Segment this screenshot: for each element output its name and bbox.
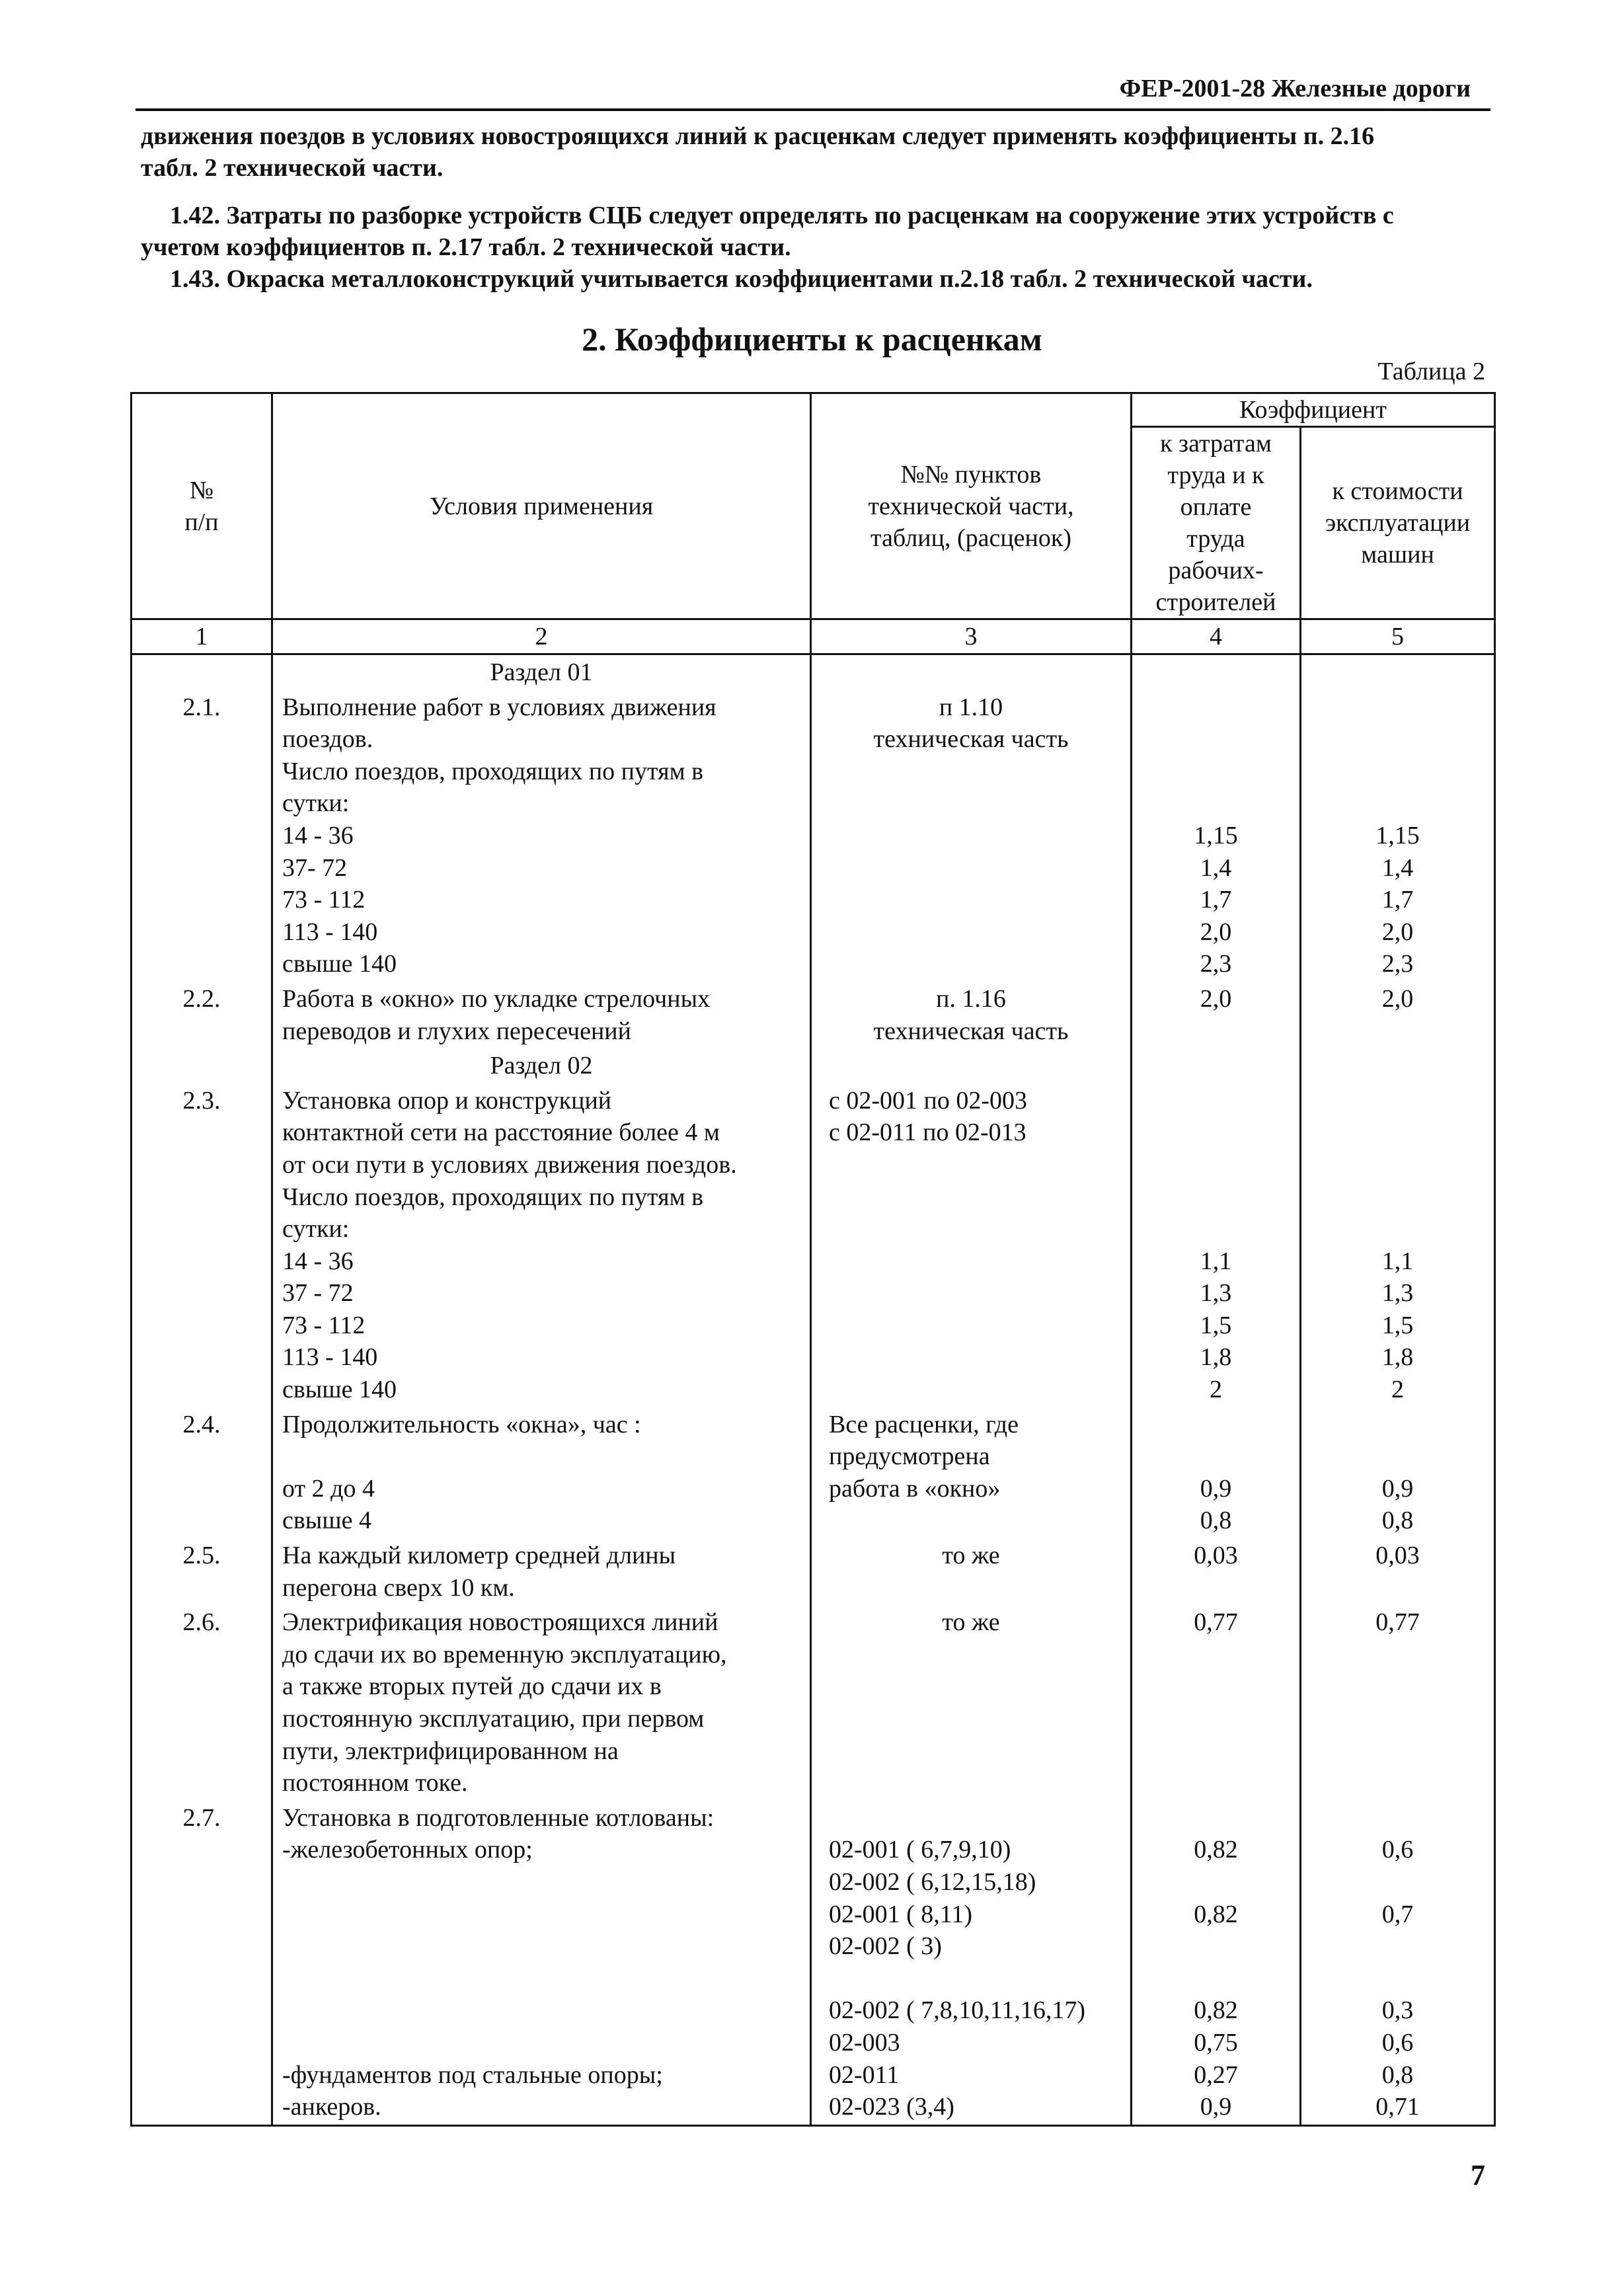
labor-coef: 0,27 — [1194, 2060, 1238, 2089]
condition-line: -железобетонных опор; — [282, 1836, 533, 1864]
machine-coef: 1,3 — [1381, 1279, 1414, 1308]
item-line — [821, 1735, 1121, 1768]
conditions-cell — [272, 690, 811, 982]
machine-coef: 0,9 — [1381, 1474, 1414, 1503]
item-line: то же — [942, 1542, 1000, 1570]
machine-coef: 2,0 — [1381, 984, 1414, 1013]
item-line — [821, 884, 1121, 916]
row-number-text: 2.5. — [182, 1542, 221, 1570]
labor-coef: 2 — [1210, 1376, 1222, 1404]
machine-coef: 0,7 — [1381, 1900, 1414, 1928]
machine-coef: 0,8 — [1381, 1507, 1414, 1535]
item-line — [821, 787, 1121, 820]
row-number — [132, 982, 272, 1048]
table-row — [132, 1605, 1495, 1801]
condition-line — [282, 1866, 800, 1899]
condition-line: 37 - 72 — [282, 1279, 354, 1308]
labor-coef: 1,4 — [1200, 853, 1232, 882]
machine-coef-cell — [1301, 1083, 1495, 1407]
row-number — [132, 1407, 272, 1538]
item-line: с 02-011 по 02-013 — [829, 1118, 1026, 1147]
machine-coef — [1311, 787, 1485, 820]
empty-cell — [811, 1048, 1132, 1083]
machine-coef — [1311, 1735, 1485, 1768]
conditions-cell — [272, 1605, 811, 1801]
table-row — [132, 1083, 1495, 1407]
labor-coef — [1141, 1735, 1290, 1768]
labor-coef — [1141, 1117, 1290, 1149]
labor-coef: 2,0 — [1200, 984, 1232, 1013]
intro-paragraph-3: 1.43. Окраска металлоконструкций учитывается коэффициентами п.2.18 табл. 2 технической части. — [170, 265, 1313, 293]
machine-coef: 1,7 — [1381, 886, 1414, 914]
machine-coef: 1,15 — [1375, 821, 1420, 849]
section-heading: Раздел 01 — [272, 654, 811, 690]
conditions-cell — [272, 1801, 811, 2125]
machine-coef — [1311, 1117, 1485, 1149]
labor-coef — [1141, 1085, 1290, 1117]
item-line: 02-001 ( 6,7,9,10) — [829, 1836, 1011, 1864]
machine-coef — [1311, 691, 1485, 724]
machine-coef: 1,8 — [1381, 1343, 1414, 1372]
item-line — [821, 1572, 1121, 1604]
labor-coef: 1,3 — [1200, 1279, 1232, 1308]
row-number-text: 2.3. — [182, 1086, 221, 1115]
machine-coef — [1311, 1409, 1485, 1441]
item-line: 02-001 ( 8,11) — [829, 1900, 973, 1928]
item-line — [829, 1505, 1121, 1537]
condition-line: переводов и глухих пересечений — [282, 1017, 631, 1045]
labor-coef — [1141, 1703, 1290, 1735]
item-line — [821, 756, 1121, 788]
labor-coef — [1141, 691, 1290, 724]
condition-line: свыше 140 — [282, 1376, 397, 1404]
header-conditions: Условия применения — [272, 393, 811, 619]
item-line — [821, 852, 1121, 884]
item-line: п. 1.16 — [936, 984, 1006, 1013]
empty-cell — [1132, 1048, 1301, 1083]
labor-coef-cell — [1132, 1605, 1301, 1801]
machine-coef: 1,1 — [1381, 1247, 1414, 1275]
condition-line: 73 - 112 — [282, 1311, 366, 1339]
condition-line — [282, 1440, 800, 1473]
item-line: 02-023 (3,4) — [829, 2093, 954, 2121]
labor-coef — [1141, 1149, 1290, 1181]
empty-cell — [132, 654, 272, 690]
header-labor: к затратам труда и к оплате труда рабочих- строителей — [1132, 427, 1301, 619]
item-line — [829, 1245, 1121, 1278]
labor-coef — [1141, 1639, 1290, 1671]
condition-line: 14 - 36 — [282, 821, 354, 849]
item-line: с 02-001 по 02-003 — [829, 1086, 1028, 1115]
machine-coef: 2,3 — [1381, 950, 1414, 978]
row-number-text: 2.4. — [182, 1410, 221, 1438]
condition-line: Электрификация новостроящихся линий — [282, 1608, 718, 1637]
condition-line: Продолжительность «окна», час : — [282, 1410, 641, 1438]
items-cell — [811, 1407, 1132, 1538]
machine-coef-cell — [1301, 1538, 1495, 1605]
labor-coef-cell — [1132, 690, 1301, 982]
machine-coef — [1311, 1572, 1485, 1604]
condition-line: сутки: — [282, 1215, 350, 1243]
item-line: Все расценки, где — [829, 1410, 1019, 1438]
machine-coef-cell — [1301, 690, 1495, 982]
conditions-cell — [272, 1407, 811, 1538]
labor-coef: 0,77 — [1194, 1608, 1238, 1637]
empty-cell — [132, 1048, 272, 1083]
condition-line — [282, 1899, 800, 1931]
column-number: 4 — [1132, 619, 1301, 654]
condition-line — [282, 1994, 800, 2027]
labor-coef-cell — [1132, 1407, 1301, 1538]
labor-coef: 0,9 — [1200, 1474, 1232, 1503]
column-number: 5 — [1301, 619, 1495, 654]
machine-coef — [1311, 1085, 1485, 1117]
table-row — [132, 982, 1495, 1048]
items-cell — [811, 1605, 1132, 1801]
machine-coef — [1311, 1440, 1485, 1473]
row-number-text: 2.1. — [182, 693, 221, 721]
intro-line: учетом коэффициентов п. 2.17 табл. 2 технической части. — [141, 233, 791, 261]
labor-coef — [1141, 1181, 1290, 1214]
labor-coef — [1141, 1015, 1290, 1048]
table-row — [132, 1407, 1495, 1538]
table-label: Таблица 2 — [1377, 358, 1485, 385]
conditions-cell — [272, 982, 811, 1048]
page-number: 7 — [1471, 2159, 1485, 2191]
machine-coef — [1311, 1639, 1485, 1671]
labor-coef: 2,3 — [1200, 950, 1232, 978]
item-line — [821, 1767, 1121, 1799]
header-coefficient: Коэффициент — [1132, 393, 1495, 427]
labor-coef-cell — [1132, 1538, 1301, 1605]
condition-line: контактной сети на расстояние более 4 м — [282, 1118, 720, 1147]
document-code: ФЕР-2001-28 Железные дороги — [1119, 75, 1471, 102]
labor-coef — [1141, 1802, 1290, 1834]
machine-coef: 0,3 — [1381, 1996, 1414, 2025]
machine-coef: 0,71 — [1375, 2093, 1420, 2121]
labor-coef: 1,8 — [1200, 1343, 1232, 1372]
condition-line — [282, 1930, 800, 1963]
item-line: предусмотрена — [829, 1442, 990, 1471]
items-cell — [811, 982, 1132, 1048]
item-line: 02-002 ( 7,8,10,11,16,17) — [829, 1996, 1086, 2025]
labor-coef-cell — [1132, 1083, 1301, 1407]
item-line: 02-011 — [829, 2060, 900, 2089]
labor-coef: 1,5 — [1200, 1311, 1232, 1339]
labor-coef: 1,15 — [1194, 821, 1238, 849]
row-number-text: 2.6. — [182, 1608, 221, 1637]
condition-line: сутки: — [282, 789, 350, 818]
machine-coef — [1311, 756, 1485, 788]
labor-coef: 0,03 — [1194, 1542, 1238, 1570]
machine-coef — [1311, 723, 1485, 756]
machine-coef — [1311, 1703, 1485, 1735]
machine-coef — [1311, 1149, 1485, 1181]
intro-line: 1.42. Затраты по разборке устройств СЦБ следует определять по расценкам на сооружение этих устройств с — [170, 202, 1394, 229]
item-line — [821, 1670, 1121, 1703]
section-heading: Раздел 02 — [272, 1048, 811, 1083]
condition-line: Число поездов, проходящих по путям в — [282, 1183, 704, 1211]
item-line — [829, 1310, 1121, 1342]
labor-coef: 1,7 — [1200, 886, 1232, 914]
condition-line: -фундаментов под стальные опоры; — [282, 2060, 663, 2089]
condition-line: свыше 140 — [282, 950, 397, 978]
labor-coef — [1141, 1670, 1290, 1703]
item-line: то же — [942, 1608, 1000, 1637]
labor-coef: 2,0 — [1200, 918, 1232, 946]
machine-coef — [1311, 1015, 1485, 1048]
item-line: 02-002 ( 3) — [829, 1932, 942, 1961]
conditions-cell — [272, 1083, 811, 1407]
row-number — [132, 1605, 272, 1801]
empty-cell — [1301, 1048, 1495, 1083]
machine-coef: 0,03 — [1375, 1542, 1420, 1570]
intro-paragraph-1 — [141, 120, 1489, 184]
item-line — [821, 820, 1121, 852]
item-line — [829, 1802, 1121, 1834]
machine-coef: 0,77 — [1375, 1608, 1420, 1637]
condition-line: Выполнение работ в условиях движения — [282, 693, 716, 721]
intro-line: табл. 2 технической части. — [141, 154, 444, 182]
machine-coef: 1,4 — [1381, 853, 1414, 882]
condition-line: На каждый километр средней длины — [282, 1542, 676, 1570]
labor-coef: 1,1 — [1200, 1247, 1232, 1275]
machine-coef — [1311, 1866, 1485, 1899]
condition-line: -анкеров. — [282, 2093, 381, 2121]
machine-coef: 2,0 — [1381, 918, 1414, 946]
machine-coef — [1311, 1963, 1485, 1995]
machine-coef-cell — [1301, 1801, 1495, 2125]
row-number — [132, 1801, 272, 2125]
item-line — [829, 1374, 1121, 1406]
labor-coef — [1141, 787, 1290, 820]
header-machines: к стоимости эксплуатации машин — [1301, 427, 1495, 619]
labor-coef: 0,9 — [1200, 2093, 1232, 2121]
condition-line: от 2 до 4 — [282, 1474, 375, 1503]
item-line: техническая часть — [873, 725, 1069, 754]
condition-line: до сдачи их во временную эксплуатацию, — [282, 1640, 727, 1668]
row-number-text: 2.2. — [182, 984, 221, 1013]
table-row — [132, 1538, 1495, 1605]
condition-line: постоянном токе. — [282, 1769, 468, 1797]
item-line — [829, 1341, 1121, 1374]
empty-cell — [1132, 654, 1301, 690]
machine-coef — [1311, 1930, 1485, 1963]
machine-coef-cell — [1301, 982, 1495, 1048]
labor-coef — [1141, 1767, 1290, 1799]
section-title: 2. Коэффициенты к расценкам — [582, 321, 1042, 358]
condition-line: от оси пути в условиях движения поездов. — [282, 1150, 737, 1179]
item-line — [829, 1213, 1121, 1245]
items-cell — [811, 1801, 1132, 2125]
running-header — [135, 74, 1490, 111]
condition-line: постоянную эксплуатацию, при первом — [282, 1705, 705, 1733]
condition-line: 113 - 140 — [282, 1343, 378, 1372]
labor-coef — [1141, 1963, 1290, 1995]
labor-coef — [1141, 1213, 1290, 1245]
column-number: 1 — [132, 619, 272, 654]
machine-coef: 2 — [1391, 1376, 1404, 1404]
condition-line: Число поездов, проходящих по путям в — [282, 757, 704, 785]
condition-line: поездов. — [282, 725, 373, 754]
items-cell — [811, 690, 1132, 982]
item-line — [821, 948, 1121, 980]
machine-coef-cell — [1301, 1407, 1495, 1538]
machine-coef: 0,6 — [1381, 2028, 1414, 2057]
labor-coef — [1141, 1572, 1290, 1604]
table-row — [132, 1801, 1495, 2125]
condition-line: Установка опор и конструкций — [282, 1086, 612, 1115]
labor-coef — [1141, 723, 1290, 756]
machine-coef: 1,5 — [1381, 1311, 1414, 1339]
item-line — [829, 1149, 1121, 1181]
labor-coef: 0,82 — [1194, 1900, 1238, 1928]
labor-coef — [1141, 1866, 1290, 1899]
row-number — [132, 1538, 272, 1605]
item-line — [829, 1181, 1121, 1214]
condition-line: Работа в «окно» по укладке стрелочных — [282, 984, 711, 1013]
labor-coef: 0,8 — [1200, 1507, 1232, 1535]
labor-coef — [1141, 1409, 1290, 1441]
conditions-cell — [272, 1538, 811, 1605]
machine-coef: 0,6 — [1381, 1836, 1414, 1864]
row-number — [132, 1083, 272, 1407]
machine-coef — [1311, 1670, 1485, 1703]
item-line: техническая часть — [873, 1017, 1069, 1045]
intro-line: движения поездов в условиях новостроящихся линий к расценкам следует применять коэффициенты п. 2.16 — [141, 122, 1375, 150]
item-line: 02-002 ( 6,12,15,18) — [829, 1867, 1036, 1896]
labor-coef — [1141, 756, 1290, 788]
header-number: № п/п — [132, 393, 272, 619]
machine-coef — [1311, 1767, 1485, 1799]
item-line — [821, 1639, 1121, 1671]
section-row — [132, 1048, 1495, 1083]
machine-coef: 0,8 — [1381, 2060, 1414, 2089]
table-row — [132, 690, 1495, 982]
labor-coef — [1141, 1930, 1290, 1963]
header-item-numbers: №№ пунктов технической части, таблиц, (расценок) — [811, 393, 1132, 619]
condition-line: перегона сверх 10 км. — [282, 1573, 515, 1602]
condition-line: Установка в подготовленные котлованы: — [282, 1803, 715, 1832]
labor-coef: 0,82 — [1194, 1836, 1238, 1864]
item-line: работа в «окно» — [829, 1474, 1001, 1503]
item-line — [829, 1963, 1121, 1995]
item-line: 02-003 — [829, 2028, 900, 2057]
machine-coef — [1311, 1213, 1485, 1245]
column-number: 2 — [272, 619, 811, 654]
coefficients-table — [130, 392, 1496, 2127]
condition-line — [282, 2027, 800, 2059]
row-number — [132, 690, 272, 982]
condition-line: 113 - 140 — [282, 918, 378, 946]
labor-coef-cell — [1132, 1801, 1301, 2125]
items-cell — [811, 1083, 1132, 1407]
empty-cell — [1301, 654, 1495, 690]
intro-paragraph-2 — [141, 200, 1489, 263]
condition-line: пути, электрифицированном на — [282, 1737, 619, 1765]
item-line — [821, 1703, 1121, 1735]
item-line — [821, 916, 1121, 949]
condition-line: 37- 72 — [282, 853, 348, 882]
condition-line — [282, 1963, 800, 1995]
items-cell — [811, 1538, 1132, 1605]
item-line: п 1.10 — [939, 693, 1003, 721]
condition-line: а также вторых путей до сдачи их в — [282, 1672, 662, 1701]
section-row — [132, 654, 1495, 690]
table-body — [132, 654, 1495, 2126]
empty-cell — [811, 654, 1132, 690]
machine-coef — [1311, 1181, 1485, 1214]
row-number-text: 2.7. — [182, 1803, 221, 1832]
machine-coef — [1311, 1802, 1485, 1834]
column-number: 3 — [811, 619, 1132, 654]
labor-coef: 0,75 — [1194, 2028, 1238, 2057]
condition-line: 14 - 36 — [282, 1247, 354, 1275]
item-line — [829, 1277, 1121, 1310]
labor-coef — [1141, 1440, 1290, 1473]
condition-line: 73 - 112 — [282, 886, 366, 914]
machine-coef-cell — [1301, 1605, 1495, 1801]
condition-line: свыше 4 — [282, 1507, 371, 1535]
labor-coef-cell — [1132, 982, 1301, 1048]
labor-coef: 0,82 — [1194, 1996, 1238, 2025]
